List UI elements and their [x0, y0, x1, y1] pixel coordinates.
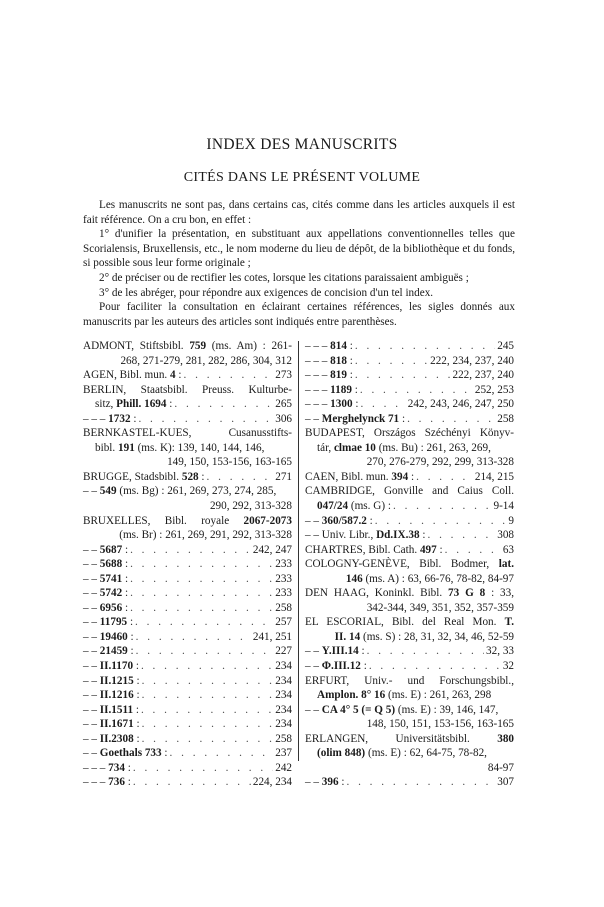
index-entry: – – II.1215 : . . . 234 — [83, 674, 292, 689]
index-entry: – – 549 (ms. Bg) : 261, 269, 273, 274, 285, 290, 292, 313-328 — [83, 485, 292, 513]
index-entry: – – 5687 : . . . 242, 247 — [83, 543, 292, 558]
index-entry: – – – 819 : . . . 222, 237, 240 — [305, 368, 514, 383]
index-entry: – – II.1511 : . . . 234 — [83, 703, 292, 718]
index-entry: AGEN, Bibl. mun. 4 : . . . 273 — [83, 368, 292, 383]
index-entry: ERFURT, Univ.- und Forschungsbibl., Amplon. 8° 16 (ms. E) : 261, 263, 298 — [305, 674, 514, 702]
index-entry: – – – 736 : . . . 224, 234 — [83, 775, 292, 790]
index-entry: – – Φ.III.12 : . . . 32 — [305, 659, 514, 674]
index-entry: CAMBRIDGE, Gonville and Caius Coll. 047/24 (ms. G) : . . . 9-14 — [305, 484, 514, 513]
index-entry: – – 19460 : . . . 241, 251 — [83, 630, 292, 645]
introduction — [83, 198, 515, 329]
index-entry: BERLIN, Staatsbibl. Preuss. Kulturbe- sitz, Phill. 1694 : . . . 265 — [83, 383, 292, 412]
index-entry: CHARTRES, Bibl. Cath. 497 : . . . 63 — [305, 543, 514, 558]
index-entry: – – – 1189 : . . . 252, 253 — [305, 383, 514, 398]
index-entry: – – Univ. Libr., Dd.IX.38 : . . . 308 — [305, 528, 514, 543]
intro-paragraph: 3° de les abréger, pour répondre aux exigences de concision d'un tel index. — [99, 286, 434, 299]
column-divider — [298, 341, 299, 761]
index-entry: – – II.1170 : . . . 234 — [83, 659, 292, 674]
index-entry: – – – 814 : . . . 245 — [305, 339, 514, 354]
index-entry: ADMONT, Stiftsbibl. 759 (ms. Am) : 261- 268, 271-279, 281, 282, 286, 304, 312 — [83, 340, 292, 367]
index-column-right — [305, 339, 514, 790]
intro-paragraph: 1° d'unifier la présentation, en substituant aux appellations conventionnelles telles que Scorialensis, Bruxellensis, etc., le nom moderne du lieu de dépôt, de la bibliothèque et du fonds, si possible sous leur forme originale ; — [83, 228, 515, 270]
index-entry: COLOGNY-GENÈVE, Bibl. Bodmer, lat. 146 (ms. A) : 63, 66-76, 78-82, 84-97 — [305, 558, 514, 585]
page-subtitle: CITÉS DANS LE PRÉSENT VOLUME — [183, 170, 421, 185]
index-entry: ERLANGEN, Universitätsbibl. 380 (olim 848) (ms. E) : 62, 64-75, 78-82, 84-97 — [305, 732, 514, 774]
index-entry: – – 5741 : . . . 233 — [83, 572, 292, 587]
index-entry: – – – 734 : . . . 242 — [83, 761, 292, 776]
index-column-left — [83, 339, 292, 790]
index-entry: – – 6956 : . . . 258 — [83, 601, 292, 616]
index-entry: – – CA 4° 5 (= Q 5) (ms. E) : 39, 146, 147, 148, 150, 151, 153-156, 163-165 — [305, 703, 514, 731]
index-entry: DEN HAAG, Koninkl. Bibl. 73 G 8 : 33, 342-344, 349, 351, 352, 357-359 — [305, 587, 515, 614]
index-entry: BRUGGE, Stadsbibl. 528 : . . . 271 — [83, 470, 292, 485]
index-entry: BRUXELLES, Bibl. royale 2067-2073 (ms. Br) : 261, 269, 291, 292, 313-328 — [83, 514, 292, 542]
index-entry: – – 11795 : . . . 257 — [83, 615, 292, 630]
index-entry: EL ESCORIAL, Bibl. del Real Mon. T. II. 14 (ms. S) : 28, 31, 32, 34, 46, 52-59 — [305, 616, 514, 643]
index-entry: – – 5688 : . . . 233 — [83, 557, 292, 572]
index-entry: – – II.2308 : . . . 258 — [83, 732, 292, 747]
intro-paragraph: Les manuscrits ne sont pas, dans certains cas, cités comme dans les articles auxquels il est fait référence. On a cru bon, en effet : — [83, 199, 515, 226]
index-entry: – – – 1732 : . . . 306 — [83, 412, 292, 427]
index-entry: – – – 818 : . . . 222, 234, 237, 240 — [305, 354, 514, 369]
index-entry: – – II.1216 : . . . 234 — [83, 688, 292, 703]
index-entry: – – Y.III.14 : . . . 32, 33 — [305, 644, 514, 659]
index-entry: – – 396 : . . . 307 — [305, 775, 514, 790]
index-entry: – – 360/587.2 : . . . 9 — [305, 514, 514, 529]
index-entry: BERNKASTEL-KUES, Cusanusstifts- bibl. 191 (ms. K): 139, 140, 144, 146, 149, 150, 153-156, 163-165 — [83, 427, 292, 469]
index-entry: – – – 1300 : . . . 242, 243, 246, 247, 250 — [305, 397, 514, 412]
index-entry: CAEN, Bibl. mun. 394 : . . . 214, 215 — [305, 470, 514, 485]
intro-paragraph: Pour faciliter la consultation en éclairant certaines références, les sigles donnés aux manuscrits par les auteurs des articles sont indiqués entre parenthèses. — [83, 301, 515, 328]
intro-paragraph: 2° de préciser ou de rectifier les cotes, lorsque les citations paraissaient ambiguës ; — [99, 271, 469, 284]
page-title: INDEX DES MANUSCRITS — [206, 136, 398, 153]
index-entry: – – Goethals 733 : . . . 237 — [83, 746, 292, 761]
index-entry: – – 21459 : . . . 227 — [83, 644, 292, 659]
index-entry: BUDAPEST, Országos Széchényi Könyv- tár, clmae 10 (ms. Bu) : 261, 263, 269, 270, 276-279, 292, 299, 313-328 — [305, 427, 514, 469]
index-entry: – – 5742 : . . . 233 — [83, 586, 292, 601]
index-entry: – – Merghelynck 71 : . . . 258 — [305, 412, 514, 427]
index-entry: – – II.1671 : . . . 234 — [83, 717, 292, 732]
